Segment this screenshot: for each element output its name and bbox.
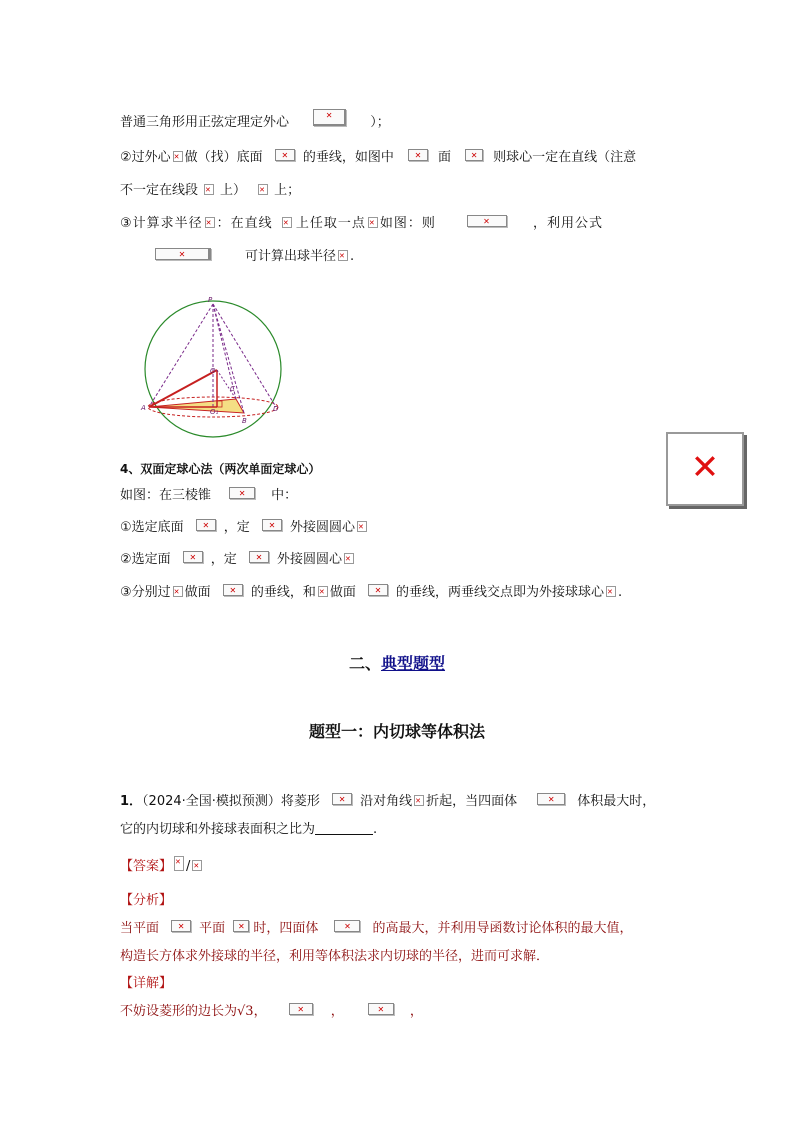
sphere-tetrahedron-figure [140, 296, 290, 446]
formula-image [205, 217, 215, 228]
text: 的垂线，如图中 [302, 150, 394, 165]
formula-image [318, 586, 328, 597]
method4-title: 4、双面定球心法（两次单面定球心） [120, 462, 321, 476]
analysis-label: 【分析】 [120, 893, 173, 908]
text: ③计算求半径 [120, 216, 203, 231]
formula-image [258, 184, 268, 195]
text: ②选定面 [120, 552, 171, 567]
label-O1: O₁ [210, 408, 219, 416]
text: ，定 [223, 520, 250, 535]
text: 如图：在三棱锥 [120, 488, 212, 503]
method3-line1-text: 普通三角形用正弦定理定外心 [120, 115, 290, 130]
text: ， [330, 1004, 344, 1019]
text: 它的内切球和外接球表面积之比为 [120, 822, 316, 837]
text: 的垂线，两垂线交点即为外接球球心 [395, 585, 604, 600]
formula-image [204, 184, 214, 195]
formula-image [174, 856, 184, 871]
method3-step3 [120, 215, 603, 233]
formula-image [289, 1003, 313, 1015]
problem-source: （2024·全国·模拟预测） [142, 794, 281, 809]
section-heading [0, 651, 794, 674]
formula-image [223, 584, 243, 596]
formula-image [368, 217, 378, 228]
formula-image [173, 151, 183, 162]
text: 可计算出球半径 [245, 249, 337, 264]
method4-intro [120, 487, 297, 505]
text: 如图：则 [379, 216, 436, 231]
method4-step1 [120, 519, 369, 537]
formula-image [357, 521, 367, 532]
label-D: D [273, 405, 279, 413]
formula-image [249, 551, 269, 563]
formula-image [262, 519, 282, 531]
answer-blank [315, 822, 373, 835]
text: 外接圆圆心 [276, 552, 342, 567]
text: 体积最大时， [577, 794, 656, 809]
analysis-line2: 构造长方体求外接球的半径，利用等体积法求内切球的半径，进而可求解． [120, 949, 550, 964]
detail-line1 [120, 1003, 423, 1021]
formula-image [344, 553, 354, 564]
formula-image [192, 860, 202, 871]
text: 面 [437, 150, 451, 165]
text: . [618, 585, 623, 600]
problem-number: 1． [120, 794, 143, 809]
text: ，定 [210, 552, 237, 567]
text: 上） [220, 183, 247, 198]
formula-image [282, 217, 292, 228]
problem1-line2 [120, 821, 377, 839]
text: . [350, 249, 355, 264]
label-P: P [208, 296, 213, 304]
label-B: B [242, 417, 247, 425]
type1-title: 题型一：内切球等体积法 [308, 722, 485, 741]
formula-image [467, 215, 507, 227]
text: ，利用公式 [532, 216, 603, 231]
text: 将菱形 [280, 794, 320, 809]
text: 上任取一点 [295, 216, 366, 231]
text: 做面 [184, 585, 211, 600]
label-A: A [141, 404, 146, 412]
text: 折起，当四面体 [426, 794, 518, 809]
text: 不妨设菱形的边长为 [120, 1004, 238, 1019]
text: 时，四面体 [253, 921, 319, 936]
text: ①选定底面 [120, 520, 184, 535]
answer-separator: / [186, 859, 191, 874]
text: 当平面 [120, 921, 160, 936]
text: 中： [271, 488, 298, 503]
answer-label: 【答案】 [120, 859, 173, 874]
answer-line [120, 856, 204, 876]
text: 平面 [199, 921, 226, 936]
text: 做（找）底面 [184, 150, 263, 165]
text: ：在直线 [216, 216, 273, 231]
sqrt-value: √3 [237, 1004, 254, 1019]
formula-image [183, 551, 203, 563]
formula-image [368, 584, 388, 596]
text: . [373, 822, 378, 837]
problem1-line1 [120, 793, 655, 811]
formula-image [368, 1003, 394, 1015]
formula-image [414, 795, 424, 806]
text: 沿对角线 [360, 794, 413, 809]
section-title-link[interactable]: 典型题型 [381, 654, 446, 673]
formula-image [408, 149, 428, 161]
detail-label: 【详解】 [120, 976, 173, 991]
text: ②过外心 [120, 150, 171, 165]
formula-image [275, 149, 295, 161]
text: ③分别过 [120, 585, 171, 600]
text: 不一定在线段 [120, 183, 199, 198]
formula-image [332, 793, 352, 805]
edge-PA [149, 304, 213, 407]
text: ， [409, 1004, 423, 1019]
formula-image [196, 519, 216, 531]
formula-image [233, 920, 249, 932]
broken-image-icon [666, 432, 744, 506]
method4-step3 [120, 584, 622, 602]
method3-line1 [120, 109, 390, 132]
formula-image [537, 793, 565, 805]
method4-step2 [120, 551, 356, 569]
formula-image [465, 149, 483, 161]
text: 则球心一定在直线（注意 [493, 150, 637, 165]
formula-image [338, 250, 348, 261]
text: 外接圆圆心 [289, 520, 355, 535]
formula-image [606, 586, 616, 597]
label-C: C [230, 385, 235, 393]
formula-image [155, 248, 211, 260]
section-prefix: 二、 [348, 654, 381, 673]
method3-step2-line2 [120, 182, 300, 200]
method3-line1-end: ）； [370, 115, 390, 130]
formula-image [334, 920, 360, 932]
analysis-line1 [120, 920, 632, 938]
formula-image [171, 920, 191, 932]
text: ， [253, 1004, 267, 1019]
edge-PD [213, 304, 276, 407]
text: 上； [274, 183, 301, 198]
method3-step2 [120, 149, 636, 167]
text: 的高最大，并利用导函数讨论体积的最大值， [372, 921, 633, 936]
formula-image [313, 109, 346, 126]
method3-step3-line2 [155, 248, 354, 266]
text: 做面 [329, 585, 356, 600]
text: 的垂线，和 [250, 585, 316, 600]
formula-image [229, 487, 255, 499]
formula-image [173, 586, 183, 597]
label-O: O [210, 367, 216, 375]
